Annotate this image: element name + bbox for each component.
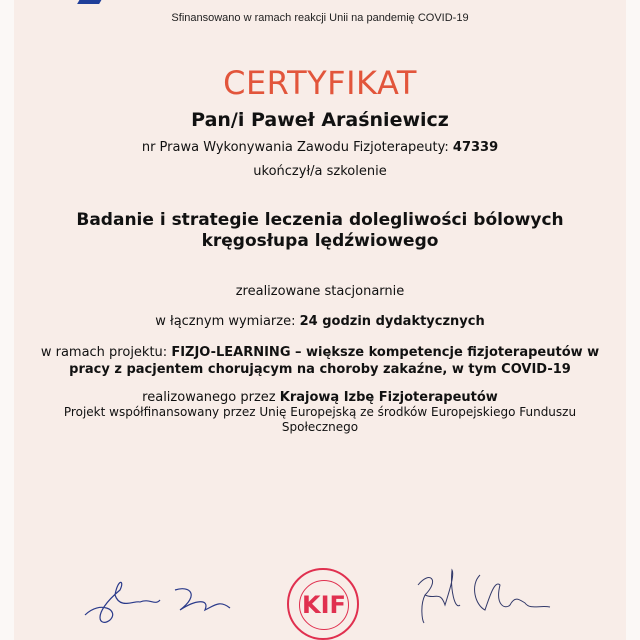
signature-right <box>410 565 560 630</box>
completed-text: ukończył/a szkolenie <box>253 164 387 179</box>
certificate-title: CERTYFIKAT <box>223 64 417 102</box>
hours-label: w łącznym wymiarze: <box>155 314 296 329</box>
license-number: 47339 <box>452 140 499 155</box>
hours-value: 24 godzin dydaktycznych <box>299 314 485 329</box>
recipient-name: Pan/i Paweł Araśniewicz <box>191 109 449 131</box>
cofinancing-text-inner: Projekt współfinansowany przez Unię Europejską ze środków Europejskiego Funduszu Społecznego <box>63 405 577 434</box>
mode-text: zrealizowane stacjonarnie <box>235 284 405 299</box>
hours-line <box>0 314 640 329</box>
kif-seal-logo: KIF <box>299 580 349 630</box>
signature-left <box>80 570 240 630</box>
organizer-label: realizowanego przez <box>142 390 276 405</box>
license-line <box>0 140 640 155</box>
organizer-line <box>0 390 640 405</box>
project-name: FIZJO-LEARNING – większe kompetencje fizjoterapeutów w pracy z pacjentem chorującym na choroby zakaźne, w tym COVID-19 <box>69 345 600 377</box>
license-label: nr Prawa Wykonywania Zawodu Fizjoterapeuty: <box>141 140 449 155</box>
project-label: w ramach projektu: <box>40 345 168 360</box>
cofinancing-text <box>0 405 640 435</box>
organizer-name: Krajową Izbę Fizjoterapeutów <box>279 390 498 405</box>
funding-note: Sfinansowano w ramach reakcji Unii na pandemię COVID-19 <box>171 12 469 24</box>
project-line <box>0 344 640 378</box>
course-title-text: Badanie i strategie leczenia dolegliwości bólowych kręgosłupa lędźwiowego <box>76 210 564 251</box>
course-title <box>0 210 640 252</box>
kif-seal <box>287 568 359 640</box>
